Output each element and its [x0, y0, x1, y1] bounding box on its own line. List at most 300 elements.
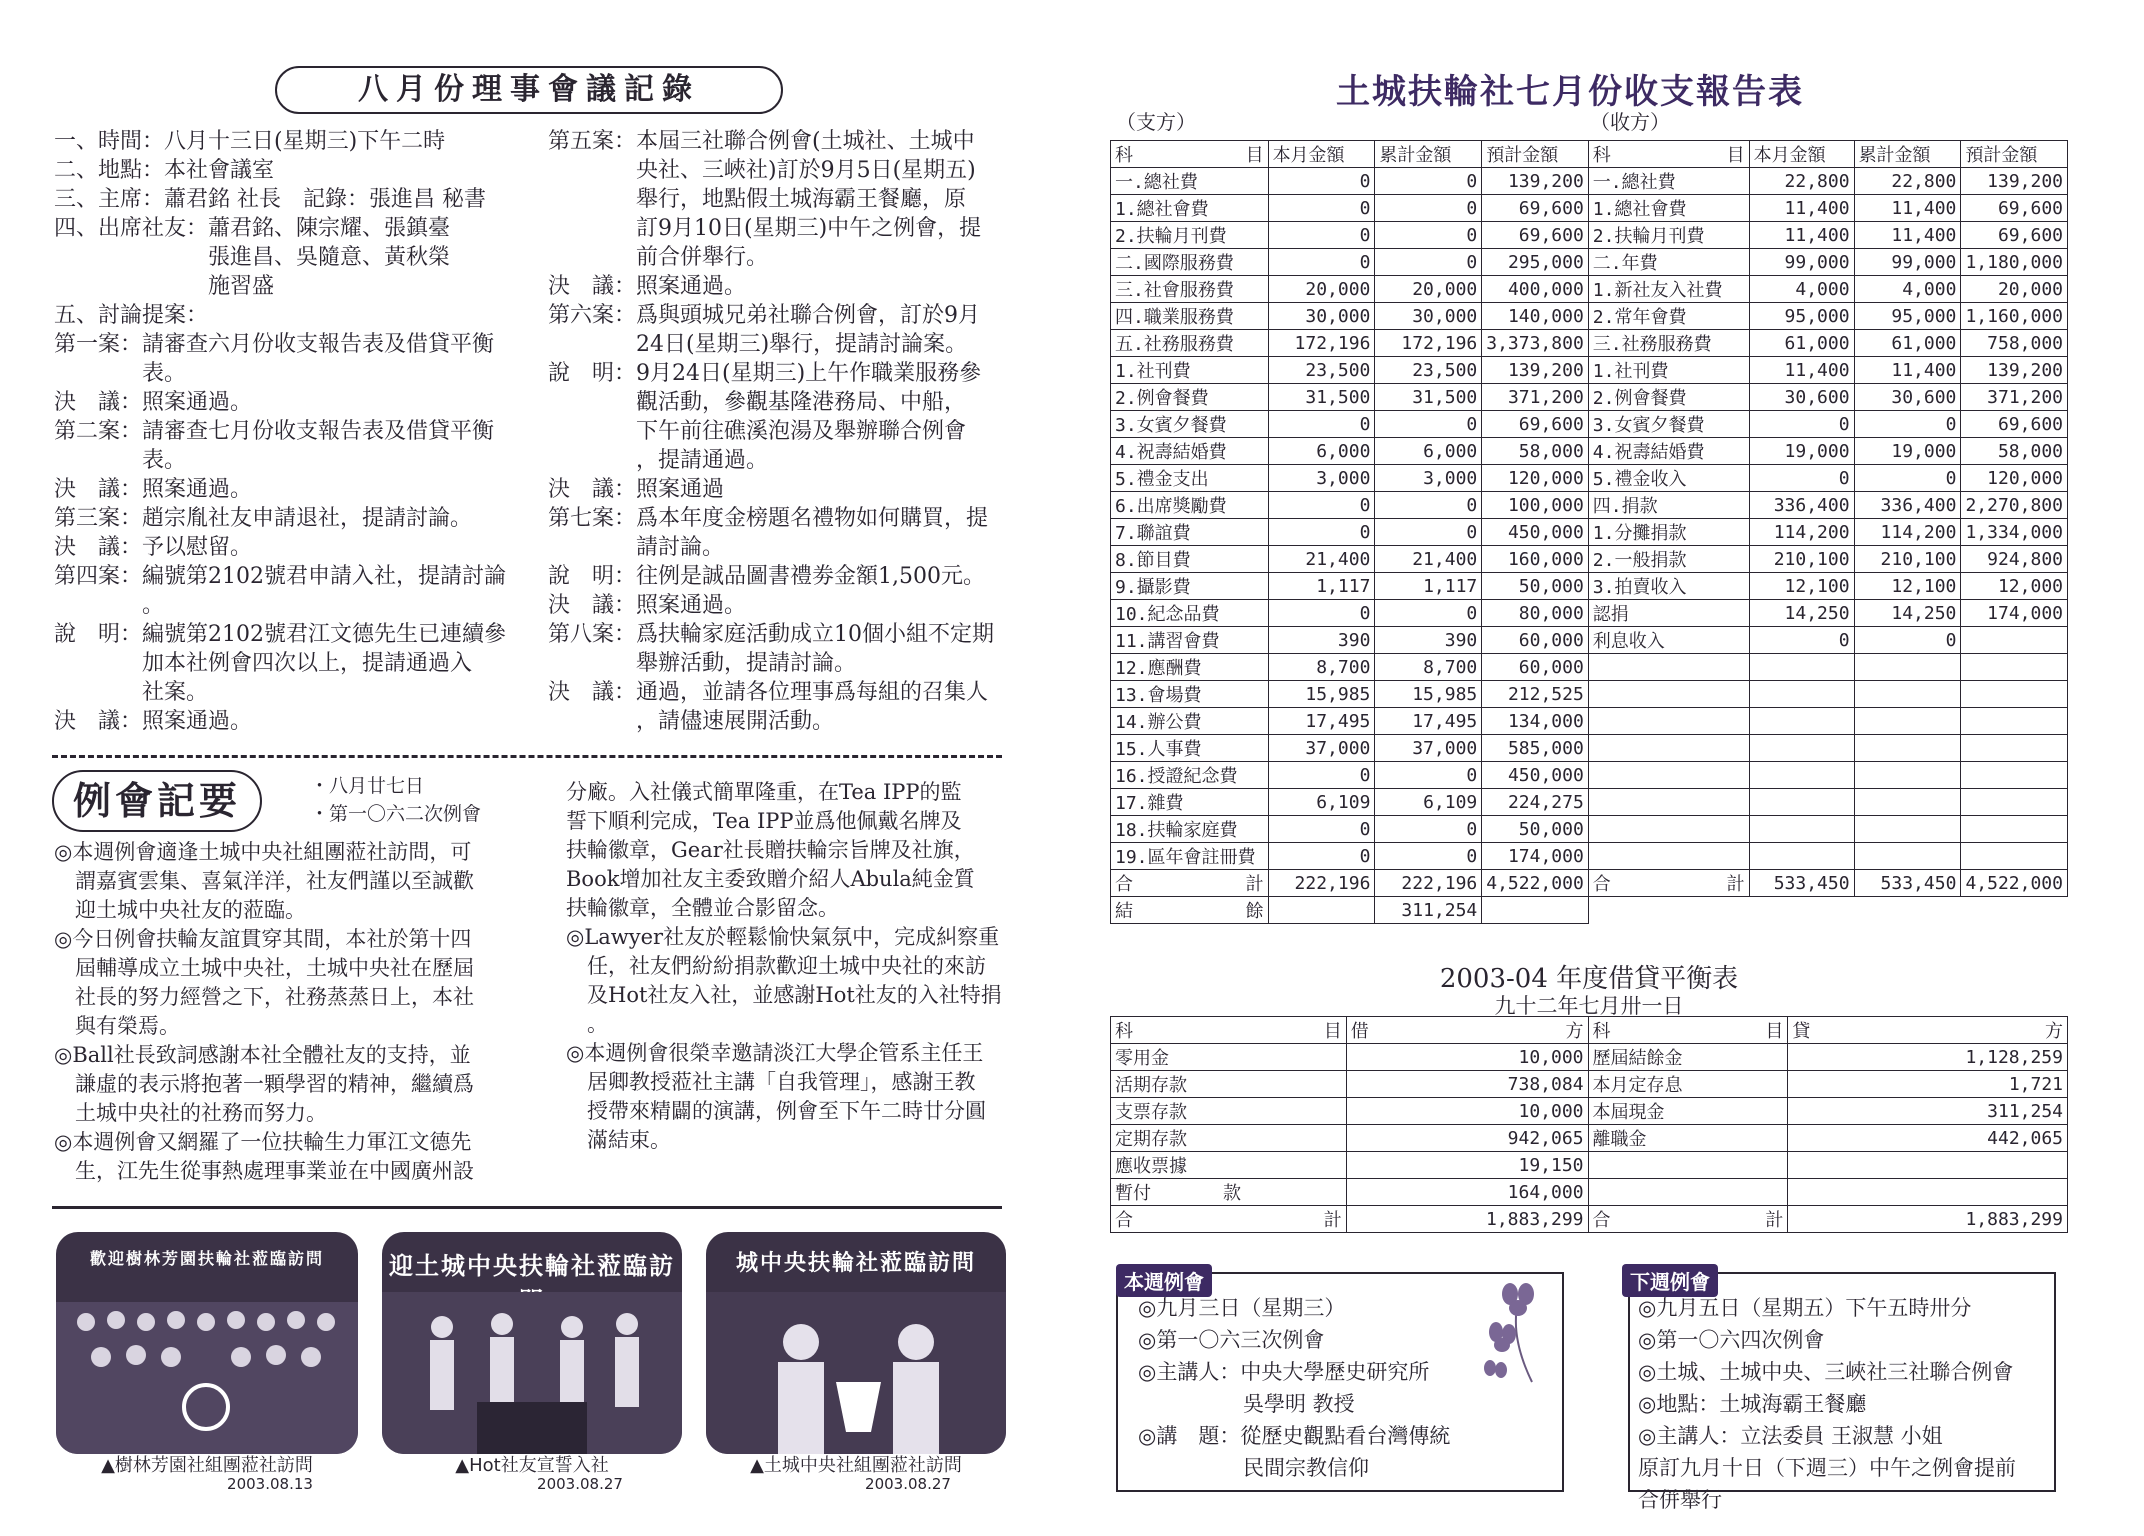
income-cell: 3.女賓夕餐費 — [1588, 411, 1749, 438]
expense-cell: 1.社刊費 — [1111, 357, 1269, 384]
expense-cell: 15.人事費 — [1111, 735, 1269, 762]
income-cell — [1588, 735, 1749, 762]
table-row — [1111, 195, 2068, 222]
notes-paragraph: ◎Lawyer社友於輕鬆愉快氣氛中，完成糾察重 任，社友們紛紛捐款歡迎土城中央社的來訪 及Hot社友入社，並感謝Hot社友的入社特捐 。 — [566, 925, 1002, 1036]
notes-paragraph: ◎本週例會又網羅了一位扶輪生力軍江文德先 生，江先生從事熱處理事業並在中國廣州設 — [54, 1130, 474, 1183]
income-cell: 114,200 — [1854, 519, 1961, 546]
table-row — [1111, 519, 2068, 546]
meeting-info-line: 合併舉行 — [1638, 1488, 1722, 1512]
income-cell — [1961, 681, 2068, 708]
expense-cell: 23,500 — [1268, 357, 1375, 384]
expense-cumulative-header: 累計金額 — [1375, 141, 1482, 168]
expense-cell: 37,000 — [1375, 735, 1482, 762]
income-cell: 11,400 — [1854, 357, 1961, 384]
minutes-item — [54, 417, 524, 475]
notes-paragraph: 分廠。入社儀式簡單隆重，在Tea IPP的監 誓下順利完成，Tea IPP並爲他佩戴名牌及 扶輪徽章，Gear社長贈扶輪宗旨牌及社旗， Book增加社友主委致贈介紹人Abula純金質 扶輪徽章，全體並合影留念。 — [566, 780, 975, 920]
expense-cell: 139,200 — [1482, 168, 1589, 195]
debit-amount: 942,065 — [1346, 1125, 1588, 1152]
minutes-item — [548, 272, 1018, 301]
expense-cell: 8,700 — [1268, 654, 1375, 681]
table-row — [1111, 384, 2068, 411]
expense-cell: 172,196 — [1268, 330, 1375, 357]
credit-subject: 本月定存息 — [1588, 1071, 1788, 1098]
income-cell: 95,000 — [1854, 303, 1961, 330]
expense-cell: 0 — [1375, 600, 1482, 627]
minutes-label: 決 議： — [54, 535, 143, 560]
expense-cell: 1.總社會費 — [1111, 195, 1269, 222]
expense-cell: 450,000 — [1482, 519, 1589, 546]
income-cell — [1961, 627, 2068, 654]
expense-cell: 0 — [1268, 816, 1375, 843]
income-cell: 20,000 — [1961, 276, 2068, 303]
expense-cell: 0 — [1375, 168, 1482, 195]
income-cell: 336,400 — [1854, 492, 1961, 519]
next-week-tag: 下週例會 — [1622, 1264, 1718, 1297]
minutes-value: 照案通過 — [636, 477, 725, 502]
meeting-info-line: ◎九月三日（星期三） — [1138, 1296, 1346, 1320]
debit-total: 1,883,299 — [1346, 1206, 1588, 1233]
income-cell: 4,000 — [1749, 276, 1854, 303]
expense-cell: 8.節目費 — [1111, 546, 1269, 573]
minutes-label: 第八案： — [548, 622, 637, 647]
expense-cell: 174,000 — [1482, 843, 1589, 870]
expense-cell: 6,000 — [1268, 438, 1375, 465]
minutes-item — [54, 533, 524, 562]
balance-title: 2003-04 年度借貸平衡表 — [1439, 964, 1739, 994]
photo-3-banner: 城中央扶輪社蒞臨訪問 — [735, 1250, 976, 1276]
meeting-info-line: ◎土城、土城中央、三峽社三社聯合例會 — [1638, 1360, 2014, 1384]
expense-cell: 0 — [1268, 762, 1375, 789]
minutes-label: 第一案： — [54, 332, 143, 357]
table-row — [1111, 573, 2068, 600]
total-label-end: 計 — [1245, 874, 1264, 895]
table-row — [1111, 654, 2068, 681]
income-cell: 12,100 — [1749, 573, 1854, 600]
income-cell: 1.新社友入社費 — [1588, 276, 1749, 303]
credit-amount: 1,721 — [1788, 1071, 2068, 1098]
expense-total-cell: 4,522,000 — [1482, 870, 1589, 897]
expense-cell: 21,400 — [1375, 546, 1482, 573]
expense-cell: 6,000 — [1375, 438, 1482, 465]
balance-label-end: 餘 — [1245, 901, 1264, 922]
expense-cell: 60,000 — [1482, 627, 1589, 654]
income-cell — [1854, 762, 1961, 789]
table-row — [1111, 492, 2068, 519]
expense-cell: 三.社會服務費 — [1111, 276, 1269, 303]
meeting-info-line: ◎主講人：立法委員 王淑慧 小姐 — [1638, 1424, 1943, 1448]
minutes-label: 第二案： — [54, 419, 143, 444]
income-cell — [1749, 735, 1854, 762]
subject-header — [1111, 1017, 1347, 1044]
expense-month-header: 本月金額 — [1268, 141, 1375, 168]
photo-3-caption: ▲土城中央社組團蒞社訪問 — [750, 1455, 962, 1476]
income-cell — [1749, 762, 1854, 789]
table-row — [1111, 735, 2068, 762]
credit-head: 貸 — [1792, 1021, 1811, 1042]
expense-cell: 6,109 — [1375, 789, 1482, 816]
credit-header — [1788, 1017, 2068, 1044]
minutes-item — [54, 562, 524, 620]
minutes-value: 請審查七月份收支報告表及借貸平衡 表。 — [142, 419, 495, 473]
expense-cell: 3,373,800 — [1482, 330, 1589, 357]
income-cell — [1749, 681, 1854, 708]
debit-subject: 活期存款 — [1111, 1071, 1347, 1098]
minutes-value: 爲本年度金榜題名禮物如何購買，提 請討論。 — [636, 506, 989, 560]
income-cell: 210,100 — [1854, 546, 1961, 573]
income-cell: 0 — [1749, 627, 1854, 654]
income-cell — [1854, 654, 1961, 681]
induction-photo-image — [382, 1232, 682, 1454]
section-divider — [52, 755, 1002, 758]
income-cell — [1854, 708, 1961, 735]
meeting-info-line: ◎講 題：從歷史觀點看台灣傳統 — [1138, 1424, 1451, 1448]
income-cell — [1961, 708, 2068, 735]
expense-total-cell: 222,196 — [1375, 870, 1482, 897]
notes-paragraph: ◎本週例會很榮幸邀請淡江大學企管系主任王 居卿教授蒞社主講「自我管理」，感謝王教 授帶來精闢的演講，例會至下午二時廿分圓 滿結束。 — [566, 1041, 986, 1152]
minutes-value: 蕭君銘、陳宗耀、張鎮臺 張進昌、吳隨意、黃秋榮 施習盛 — [208, 216, 451, 299]
income-cell: 22,800 — [1854, 168, 1961, 195]
minutes-label: 第七案： — [548, 506, 637, 531]
minutes-label: 第五案： — [548, 129, 637, 154]
balance-empty — [1268, 897, 1375, 924]
expense-cell: 16.授證紀念費 — [1111, 762, 1269, 789]
expense-cell: 37,000 — [1268, 735, 1375, 762]
expense-cell: 69,600 — [1482, 222, 1589, 249]
table-row — [1111, 843, 2068, 870]
credit-amount: 1,128,259 — [1788, 1044, 2068, 1071]
expense-cell: 2.扶輪月刊費 — [1111, 222, 1269, 249]
expense-cell: 0 — [1268, 411, 1375, 438]
minutes-label: 三、主席： — [54, 187, 165, 212]
debit-subject: 應收票據 — [1111, 1152, 1347, 1179]
side-head-end: 方 — [2045, 1021, 2063, 1042]
income-cell: 69,600 — [1961, 222, 2068, 249]
income-cell — [1854, 816, 1961, 843]
income-cell — [1961, 654, 2068, 681]
photo-1-caption: ▲樹林芳園社組團蒞社訪問 — [101, 1455, 313, 1476]
next-week-lines — [1638, 1292, 2016, 1516]
income-cell — [1961, 762, 2068, 789]
income-cell: 一.總社費 — [1588, 168, 1749, 195]
income-total-cell: 4,522,000 — [1961, 870, 2068, 897]
expense-cell: 3,000 — [1375, 465, 1482, 492]
income-cell — [1749, 843, 1854, 870]
income-cell: 1.社刊費 — [1588, 357, 1749, 384]
notes-right-column — [566, 778, 1016, 1155]
income-cell: 11,400 — [1749, 195, 1854, 222]
photo-2-caption: ▲Hot社友宣誓入社 — [455, 1455, 609, 1476]
balance-empty — [1482, 897, 1589, 924]
expense-cell: 30,000 — [1268, 303, 1375, 330]
minutes-item — [54, 156, 524, 185]
credit-subject — [1588, 1152, 1788, 1179]
income-cell — [1854, 681, 1961, 708]
expense-cell: 0 — [1375, 843, 1482, 870]
income-cell: 四.捐款 — [1588, 492, 1749, 519]
income-cell — [1588, 654, 1749, 681]
expense-cell: 31,500 — [1375, 384, 1482, 411]
income-cell: 120,000 — [1961, 465, 2068, 492]
balance-label — [1111, 897, 1269, 924]
minutes-label: 說 明： — [54, 622, 143, 647]
minutes-label: 決 議： — [548, 274, 637, 299]
minutes-label: 決 議： — [54, 390, 143, 415]
expense-cell: 139,200 — [1482, 357, 1589, 384]
minutes-item — [54, 330, 524, 388]
table-row — [1111, 708, 2068, 735]
expense-cell: 160,000 — [1482, 546, 1589, 573]
income-cell — [1961, 843, 2068, 870]
photo-1-date: 2003.08.13 — [227, 1475, 313, 1493]
total-label — [1111, 1206, 1347, 1233]
income-label: （收方） — [1590, 110, 1670, 134]
total-label-start: 合 — [1592, 1210, 1611, 1231]
table-row — [1111, 1125, 2068, 1152]
table-row — [1111, 411, 2068, 438]
income-cell: 30,600 — [1749, 384, 1854, 411]
this-week-tag: 本週例會 — [1116, 1264, 1212, 1297]
expense-subject-header — [1111, 141, 1269, 168]
income-cell: 14,250 — [1749, 600, 1854, 627]
notes-date: ・八月廿七日 — [310, 775, 425, 797]
credit-amount — [1788, 1152, 2068, 1179]
credit-subject — [1588, 1179, 1788, 1206]
expense-cell: 172,196 — [1375, 330, 1482, 357]
expense-cell: 12.應酬費 — [1111, 654, 1269, 681]
expense-cell: 0 — [1268, 249, 1375, 276]
expense-cell: 0 — [1268, 843, 1375, 870]
table-row — [1111, 1098, 2068, 1125]
photo-2-date: 2003.08.27 — [537, 1475, 623, 1493]
minutes-value: 爲扶輪家庭活動成立10個小組不定期 舉辦活動，提請討論。 — [636, 622, 995, 676]
income-cell: 2.一般捐款 — [1588, 546, 1749, 573]
total-label-end: 計 — [1726, 874, 1745, 895]
minutes-value: 編號第2102號君江文德先生已連續參 加本社例會四次以上，提請通過入 社案。 — [142, 622, 507, 705]
table-row — [1111, 546, 2068, 573]
debit-amount: 19,150 — [1346, 1152, 1588, 1179]
balance-row — [1111, 897, 2068, 924]
income-cumulative-header: 累計金額 — [1854, 141, 1961, 168]
income-cell: 0 — [1749, 465, 1854, 492]
income-cell: 11,400 — [1854, 195, 1961, 222]
minutes-label: 一、時間： — [54, 129, 165, 154]
notes-session: ・第一〇六二次例會 — [310, 803, 482, 825]
expense-cell: 212,525 — [1482, 681, 1589, 708]
subject-head: 科 — [1115, 1021, 1133, 1042]
report-title: 土城扶輪社七月份收支報告表 — [1336, 72, 1804, 112]
income-cell — [1961, 735, 2068, 762]
minutes-value: 趙宗胤社友申請退社，提請討論。 — [142, 506, 473, 531]
expense-cell: 450,000 — [1482, 762, 1589, 789]
expense-cell: 1,117 — [1375, 573, 1482, 600]
expense-cell: 0 — [1375, 195, 1482, 222]
subject-head: 科 — [1592, 145, 1611, 166]
notes-paragraph: ◎今日例會扶輪友誼貫穿其間，本社於第十四 屆輔導成立土城中央社，土城中央社在歷屆 社長的努力經營之下，社務蒸蒸日上，本社 與有榮焉。 — [54, 927, 474, 1038]
expense-cell: 100,000 — [1482, 492, 1589, 519]
expense-cell: 一.總社費 — [1111, 168, 1269, 195]
income-cell: 1,334,000 — [1961, 519, 2068, 546]
minutes-item — [54, 620, 524, 707]
total-label — [1588, 1206, 1788, 1233]
table-row — [1111, 600, 2068, 627]
debit-subject: 定期存款 — [1111, 1125, 1347, 1152]
expense-cell: 60,000 — [1482, 654, 1589, 681]
total-row — [1111, 1206, 2068, 1233]
minutes-value: 編號第2102號君申請入社，提請討論 。 — [142, 564, 507, 618]
expense-cell: 0 — [1268, 600, 1375, 627]
debit-amount: 738,084 — [1346, 1071, 1588, 1098]
income-cell — [1588, 816, 1749, 843]
group-photo-image — [56, 1232, 358, 1454]
expense-cell: 0 — [1268, 168, 1375, 195]
minutes-item — [54, 185, 524, 214]
income-cell: 19,000 — [1749, 438, 1854, 465]
debit-header — [1346, 1017, 1588, 1044]
minutes-label: 決 議： — [548, 680, 637, 705]
meeting-info-line: ◎九月五日（星期五）下午五時卅分 — [1638, 1296, 1972, 1320]
subject-head-end: 目 — [1726, 145, 1745, 166]
table-row — [1111, 762, 2068, 789]
expense-cell: 20,000 — [1268, 276, 1375, 303]
notes-title: 例會記要 — [52, 770, 262, 832]
credit-subject: 歷屆結餘金 — [1588, 1044, 1788, 1071]
income-cell — [1588, 681, 1749, 708]
income-cell — [1588, 789, 1749, 816]
expense-cell: 15,985 — [1375, 681, 1482, 708]
expense-cell: 120,000 — [1482, 465, 1589, 492]
violet-flower-icon — [1480, 1282, 1556, 1392]
photo-1-banner: 歡迎樹林芳園扶輪社蒞臨訪問 — [89, 1249, 324, 1268]
visit-photo-image — [706, 1232, 1006, 1454]
expense-cell: 3.女賓夕餐費 — [1111, 411, 1269, 438]
expense-cell: 4.祝壽結婚費 — [1111, 438, 1269, 465]
income-cell: 0 — [1854, 411, 1961, 438]
total-label-end: 計 — [1765, 1210, 1784, 1231]
table-row — [1111, 465, 2068, 492]
income-cell: 5.禮金收入 — [1588, 465, 1749, 492]
income-cell: 11,400 — [1854, 222, 1961, 249]
minutes-value: 照案通過。 — [142, 709, 253, 734]
income-cell: 924,800 — [1961, 546, 2068, 573]
table-row — [1111, 1179, 2068, 1206]
expense-cell: 0 — [1375, 222, 1482, 249]
notes-paragraph: ◎本週例會適逢土城中央社組團蒞社訪問，可 謂嘉賓雲集、喜氣洋洋，社友們謹以至誠歡 迎土城中央社友的蒞臨。 — [54, 840, 474, 922]
minutes-item — [548, 301, 1018, 359]
minutes-value: 本屆三社聯合例會(土城社、土城中 央社、三峽社)訂於9月5日(星期五) 舉行，地點假土城海霸王餐廳，原 訂9月10日(星期三)中午之例會，提 前合併舉行。 — [636, 129, 982, 270]
debit-subject: 支票存款 — [1111, 1098, 1347, 1125]
income-cell: 0 — [1749, 411, 1854, 438]
minutes-item — [548, 504, 1018, 562]
income-cell: 95,000 — [1749, 303, 1854, 330]
minutes-label: 第六案： — [548, 303, 637, 328]
expense-cell: 3,000 — [1268, 465, 1375, 492]
minutes-item — [54, 127, 524, 156]
income-cell: 二.年費 — [1588, 249, 1749, 276]
income-cell: 139,200 — [1961, 357, 2068, 384]
minutes-label: 說 明： — [548, 564, 637, 589]
meeting-info-line: 吳學明 教授 — [1138, 1392, 1355, 1416]
credit-subject: 離職金 — [1588, 1125, 1788, 1152]
minutes-value: 蕭君銘 社長 記錄：張進昌 秘書 — [164, 187, 487, 212]
table-row — [1111, 276, 2068, 303]
minutes-value: 通過，並請各位理事爲每組的召集人 ，請儘速展開活動。 — [636, 680, 989, 734]
expense-cell: 18.扶輪家庭費 — [1111, 816, 1269, 843]
meeting-info-line: 民間宗教信仰 — [1138, 1456, 1369, 1480]
expense-cell: 50,000 — [1482, 816, 1589, 843]
expense-cell: 0 — [1268, 195, 1375, 222]
income-cell: 12,000 — [1961, 573, 2068, 600]
notes-paragraph: ◎Ball社長致詞感謝本社全體社友的支持，並 謙虛的表示將抱著一顆學習的精神，繼續爲 土城中央社的社務而努力。 — [54, 1043, 474, 1125]
income-cell: 12,100 — [1854, 573, 1961, 600]
income-cell: 2,270,800 — [1961, 492, 2068, 519]
minutes-label: 四、出席社友： — [54, 216, 209, 241]
debit-subject: 零用金 — [1111, 1044, 1347, 1071]
income-cell — [1854, 735, 1961, 762]
debit-head: 借 — [1350, 1021, 1369, 1042]
expense-cell: 9.攝影費 — [1111, 573, 1269, 600]
expense-cell: 134,000 — [1482, 708, 1589, 735]
debit-amount: 10,000 — [1346, 1044, 1588, 1071]
expense-cell: 0 — [1375, 411, 1482, 438]
minutes-label: 二、地點： — [54, 158, 165, 183]
total-label-start: 合 — [1592, 874, 1611, 895]
expense-cell: 69,600 — [1482, 411, 1589, 438]
income-cell: 4,000 — [1854, 276, 1961, 303]
income-cell: 14,250 — [1854, 600, 1961, 627]
subject-head-end: 目 — [1323, 1021, 1342, 1042]
table-row — [1111, 357, 2068, 384]
photo-2-banner: 迎土城中央扶輪社蒞臨訪 — [389, 1251, 675, 1280]
expense-cell: 1,117 — [1268, 573, 1375, 600]
balance-value: 311,254 — [1375, 897, 1482, 924]
minutes-item — [548, 620, 1018, 678]
table-row — [1111, 438, 2068, 465]
subject-header — [1588, 1017, 1788, 1044]
income-cell: 4.祝壽結婚費 — [1588, 438, 1749, 465]
table-row — [1111, 1071, 2068, 1098]
income-cell: 69,600 — [1961, 411, 2068, 438]
expense-cell: 390 — [1375, 627, 1482, 654]
photo-1 — [56, 1232, 358, 1454]
expense-cell: 0 — [1268, 519, 1375, 546]
meeting-info-line: ◎主講人：中央大學歷史研究所 — [1138, 1360, 1430, 1384]
photo-2 — [382, 1232, 682, 1454]
minutes-label: 五、討論提案： — [54, 303, 209, 328]
side-head-end: 方 — [1565, 1021, 1584, 1042]
minutes-item — [54, 707, 524, 736]
table-row — [1111, 1152, 2068, 1179]
income-cell: 3.拍賣收入 — [1588, 573, 1749, 600]
table-row — [1111, 303, 2068, 330]
expense-cell: 四.職業服務費 — [1111, 303, 1269, 330]
income-cell: 1.總社會費 — [1588, 195, 1749, 222]
total-row — [1111, 870, 2068, 897]
income-cell: 99,000 — [1749, 249, 1854, 276]
report-header-row — [1111, 141, 2068, 168]
minutes-value: 爲與頭城兄弟社聯合例會，訂於9月 24日(星期三)舉行，提請討論案。 — [636, 303, 981, 357]
table-row — [1111, 816, 2068, 843]
minutes-item — [54, 214, 524, 301]
table-row — [1111, 168, 2068, 195]
expense-cell: 五.社務服務費 — [1111, 330, 1269, 357]
income-cell: 1,180,000 — [1961, 249, 2068, 276]
minutes-value: 照案通過。 — [142, 477, 253, 502]
income-cell: 58,000 — [1961, 438, 2068, 465]
credit-subject: 本屆現金 — [1588, 1098, 1788, 1125]
expense-cell: 17,495 — [1375, 708, 1482, 735]
income-cell — [1854, 789, 1961, 816]
minutes-label: 第三案： — [54, 506, 143, 531]
